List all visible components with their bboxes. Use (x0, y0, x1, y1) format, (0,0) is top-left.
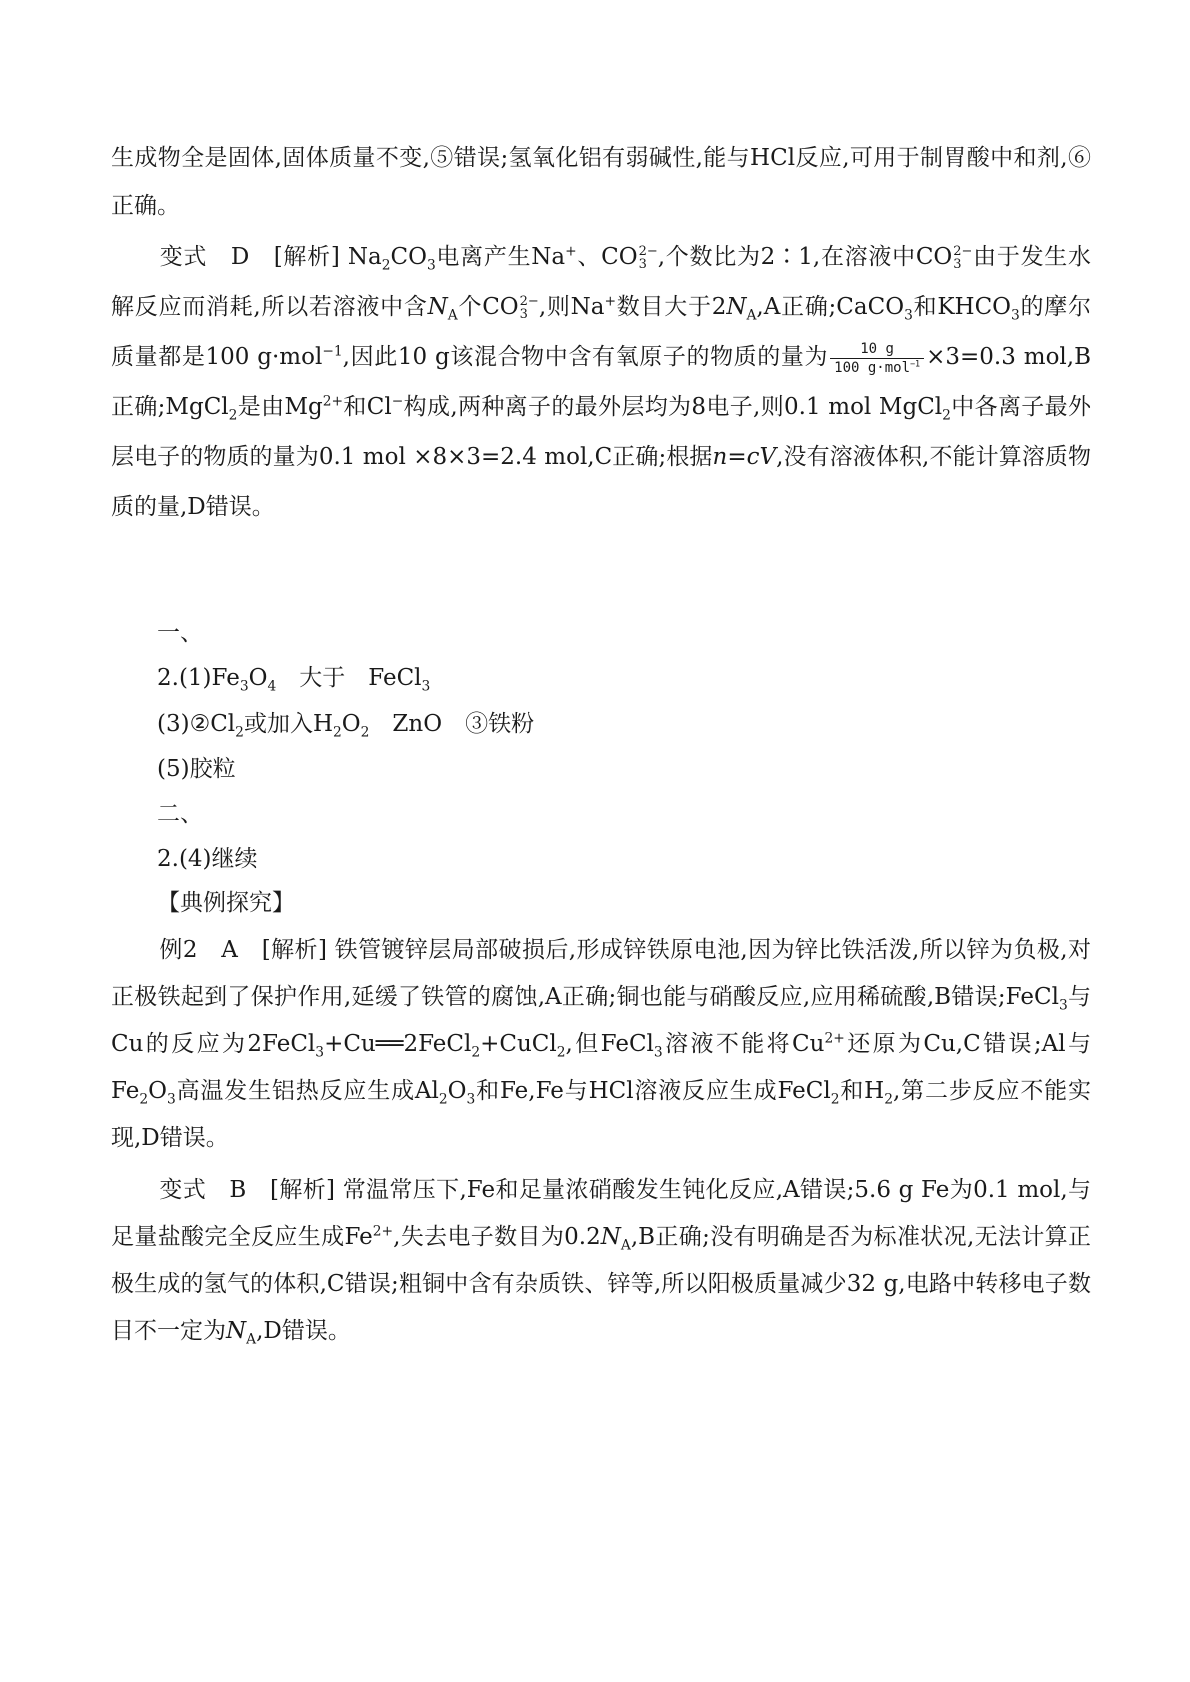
text-run: 由于发生水解反应而消耗,所以若溶液中含 (111, 244, 1092, 320)
answer-line-2-5: (5)胶粒 (157, 756, 236, 782)
carbonate-ion: CO 2− 3 (601, 244, 658, 272)
section-two-heading: 二、 (157, 801, 203, 827)
text-run: 、 (576, 244, 602, 270)
subscript: 2 (228, 407, 238, 424)
carbonate-ion: CO 2− 3 (482, 294, 539, 322)
subscript: 2 (381, 257, 391, 274)
text-run: CO (390, 244, 427, 270)
example-exploration-heading: 【典例探究】 (157, 890, 295, 916)
avogadro-symbol: N (600, 1224, 621, 1250)
text-run: 变式 D [解析] Na (159, 244, 382, 270)
text-run: ,个数比为2∶1,在溶液中 (657, 244, 916, 270)
subscript: 2 (942, 407, 951, 424)
avogadro-symbol: N (427, 294, 448, 320)
avogadro-symbol: N (226, 1318, 247, 1344)
answer-line-2-4: 2.(4)继续 (157, 846, 258, 872)
text-run: ,没有溶液体积,不能计算溶质物质的量,D错误。 (111, 444, 1092, 520)
paragraph-text: 生成物全是固体,固体质量不变,⑤错误;氢氧化铝有弱碱性,能与HCl反应,可用于制胃酸中和剂,⑥正确。 (111, 145, 1091, 219)
text-run: 中各离子最外层电子的物质的量为0.1 mol ×8×3=2.4 mol,C正确;根据 (111, 394, 1091, 470)
subscript: 3 (904, 307, 913, 324)
superscript: + (604, 293, 617, 310)
subscript: A (447, 307, 458, 324)
text-run: 和Cl (343, 394, 392, 420)
fraction-numerator: 10 g (830, 341, 924, 359)
text-run: 构成,两种离子的最外层均为8电子,则0.1 mol MgCl (403, 394, 943, 420)
fraction-denominator: 100 g·mol$^{-1}$ (834, 357, 921, 376)
text-run: 数目大于2 (616, 294, 727, 320)
paragraph-aluminum-hydroxide (111, 134, 1091, 230)
superscript: 2+ (322, 393, 344, 410)
text-run: ,A正确;CaCO (756, 294, 905, 320)
text-run: 电离产生Na (435, 244, 566, 270)
superscript: + (565, 243, 577, 260)
text-run: 和KHCO (912, 294, 1012, 320)
paragraph-example-2: 例2 A [解析] 铁管镀锌层局部破损后,形成锌铁原电池,因为锌比铁活泼,所以锌为负极,对正极铁起到了保护作用,延缓了铁管的腐蚀,A正确;铜也能与硝酸反应,应用稀硫酸,B错误;FeCl$_3$与Cu的反应为2FeCl$_3$+Cu══2FeCl$_2$+CuCl$_2$,但FeCl$_3$溶液不能将$Cu^{2+}$还原为Cu,C错误;Al与$Fe_2O_3$高温发生铝热反应生成$Al_2O_3$和Fe,Fe与HCl溶液反应生成FeCl$_2$和$H_2$,第二步反应不能实现,D错误。 (111, 937, 1092, 1151)
text-run: 个 (457, 294, 483, 320)
answer-line-2-1: $2.(1)Fe_3O_4$ 大于 FeCl$_3$ (157, 665, 431, 695)
subscript: A (746, 307, 757, 324)
text-run: ×3=0.3 mol,B正确;MgCl (111, 344, 1091, 420)
formula-ncv: n=cV (712, 444, 777, 470)
text-run: 的摩尔质量都是100 g·mol (111, 294, 1092, 370)
answer-line-2-3: $(3)②Cl_2$或加入$H_2O_2$ ZnO ③铁粉 (157, 711, 535, 741)
text-run: ,则Na (538, 294, 605, 320)
carbonate-ion: CO 2− 3 (915, 244, 973, 272)
text-run: ,因此10 g该混合物中含有氧原子的物质的量为 (342, 344, 829, 370)
superscript: − (391, 393, 404, 410)
text-run: 是由Mg (237, 394, 323, 420)
section-one-heading: 一、 (157, 620, 203, 646)
avogadro-symbol: N (726, 294, 747, 320)
subscript: 3 (1011, 307, 1020, 324)
paragraph-variant-d (111, 232, 1091, 532)
superscript: −1 (322, 343, 343, 360)
subscript: 3 (426, 257, 436, 274)
paragraph-variant-b: 变式 B [解析] 常温常压下,Fe和足量浓硝酸发生钝化反应,A错误;5.6 g Fe为0.1 mol,与足量盐酸完全反应生成$Fe^{2+}$,失去电子数目为$0.2N_A,B$正确;没有明确是否为标准状况,无法计算正极生成的氢气的体积,C错误;粗铜中含有杂质铁、锌等,所以阳极质量减少32 g,电路中转移电子数目不一定为$N_A,D$错误。 (111, 1177, 1092, 1348)
fraction (830, 341, 924, 376)
